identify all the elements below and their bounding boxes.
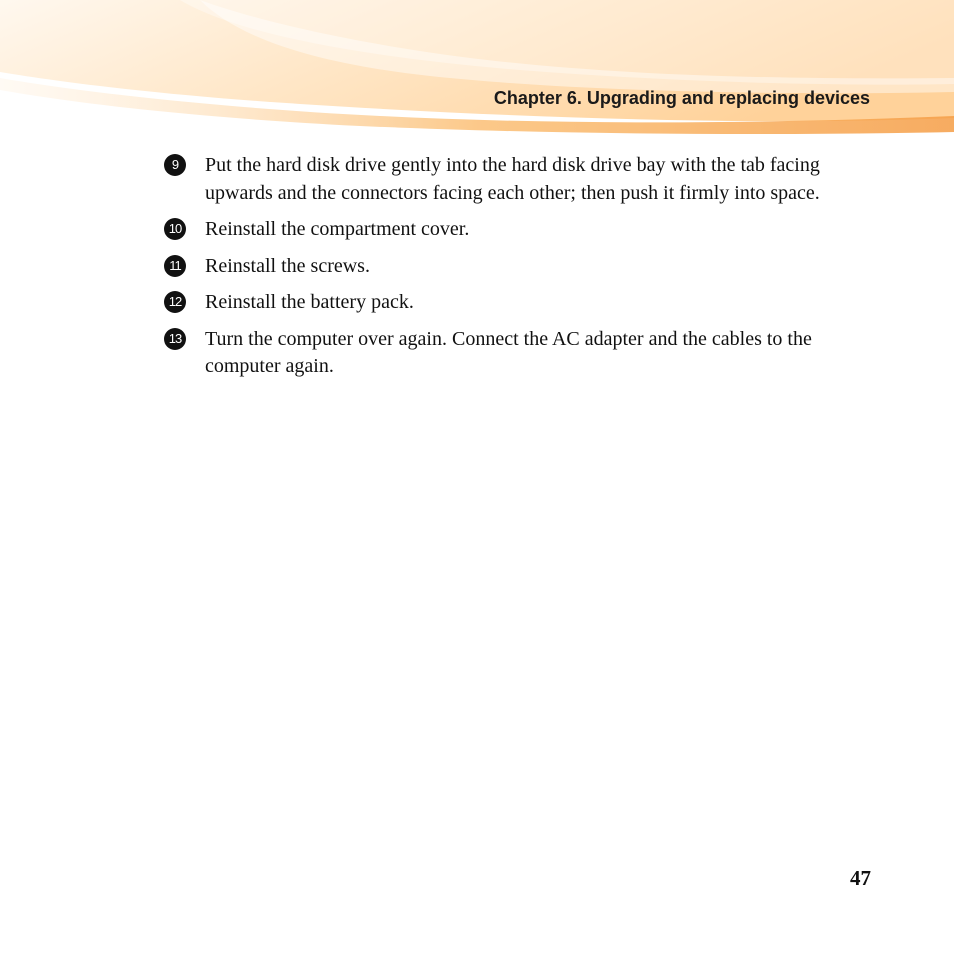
chapter-title: Chapter 6. Upgrading and replacing devices — [493, 88, 870, 108]
step-text: Reinstall the battery pack. — [205, 291, 414, 313]
step-item — [164, 216, 874, 244]
header-swoosh-graphic — [0, 0, 954, 140]
step-text: Put the hard disk drive gently into the hard disk drive bay with the tab facing upwards and the connectors facing each other; then push it firmly into space. — [205, 154, 820, 204]
step-item — [164, 289, 874, 317]
header-decoration — [0, 0, 954, 140]
step-number-badge: 12 — [164, 291, 186, 313]
step-number-badge: 13 — [164, 328, 186, 350]
step-item — [164, 152, 874, 207]
step-number-badge: 11 — [164, 255, 186, 277]
step-item — [164, 326, 874, 381]
step-number-badge: 10 — [164, 218, 186, 240]
page-number: 47 — [850, 866, 871, 890]
step-text: Reinstall the compartment cover. — [205, 218, 470, 240]
step-text: Turn the computer over again. Connect the AC adapter and the cables to the computer again. — [205, 327, 812, 377]
step-list — [164, 152, 874, 390]
step-number-badge: 9 — [164, 154, 186, 176]
step-item — [164, 253, 874, 281]
step-text: Reinstall the screws. — [205, 254, 370, 277]
